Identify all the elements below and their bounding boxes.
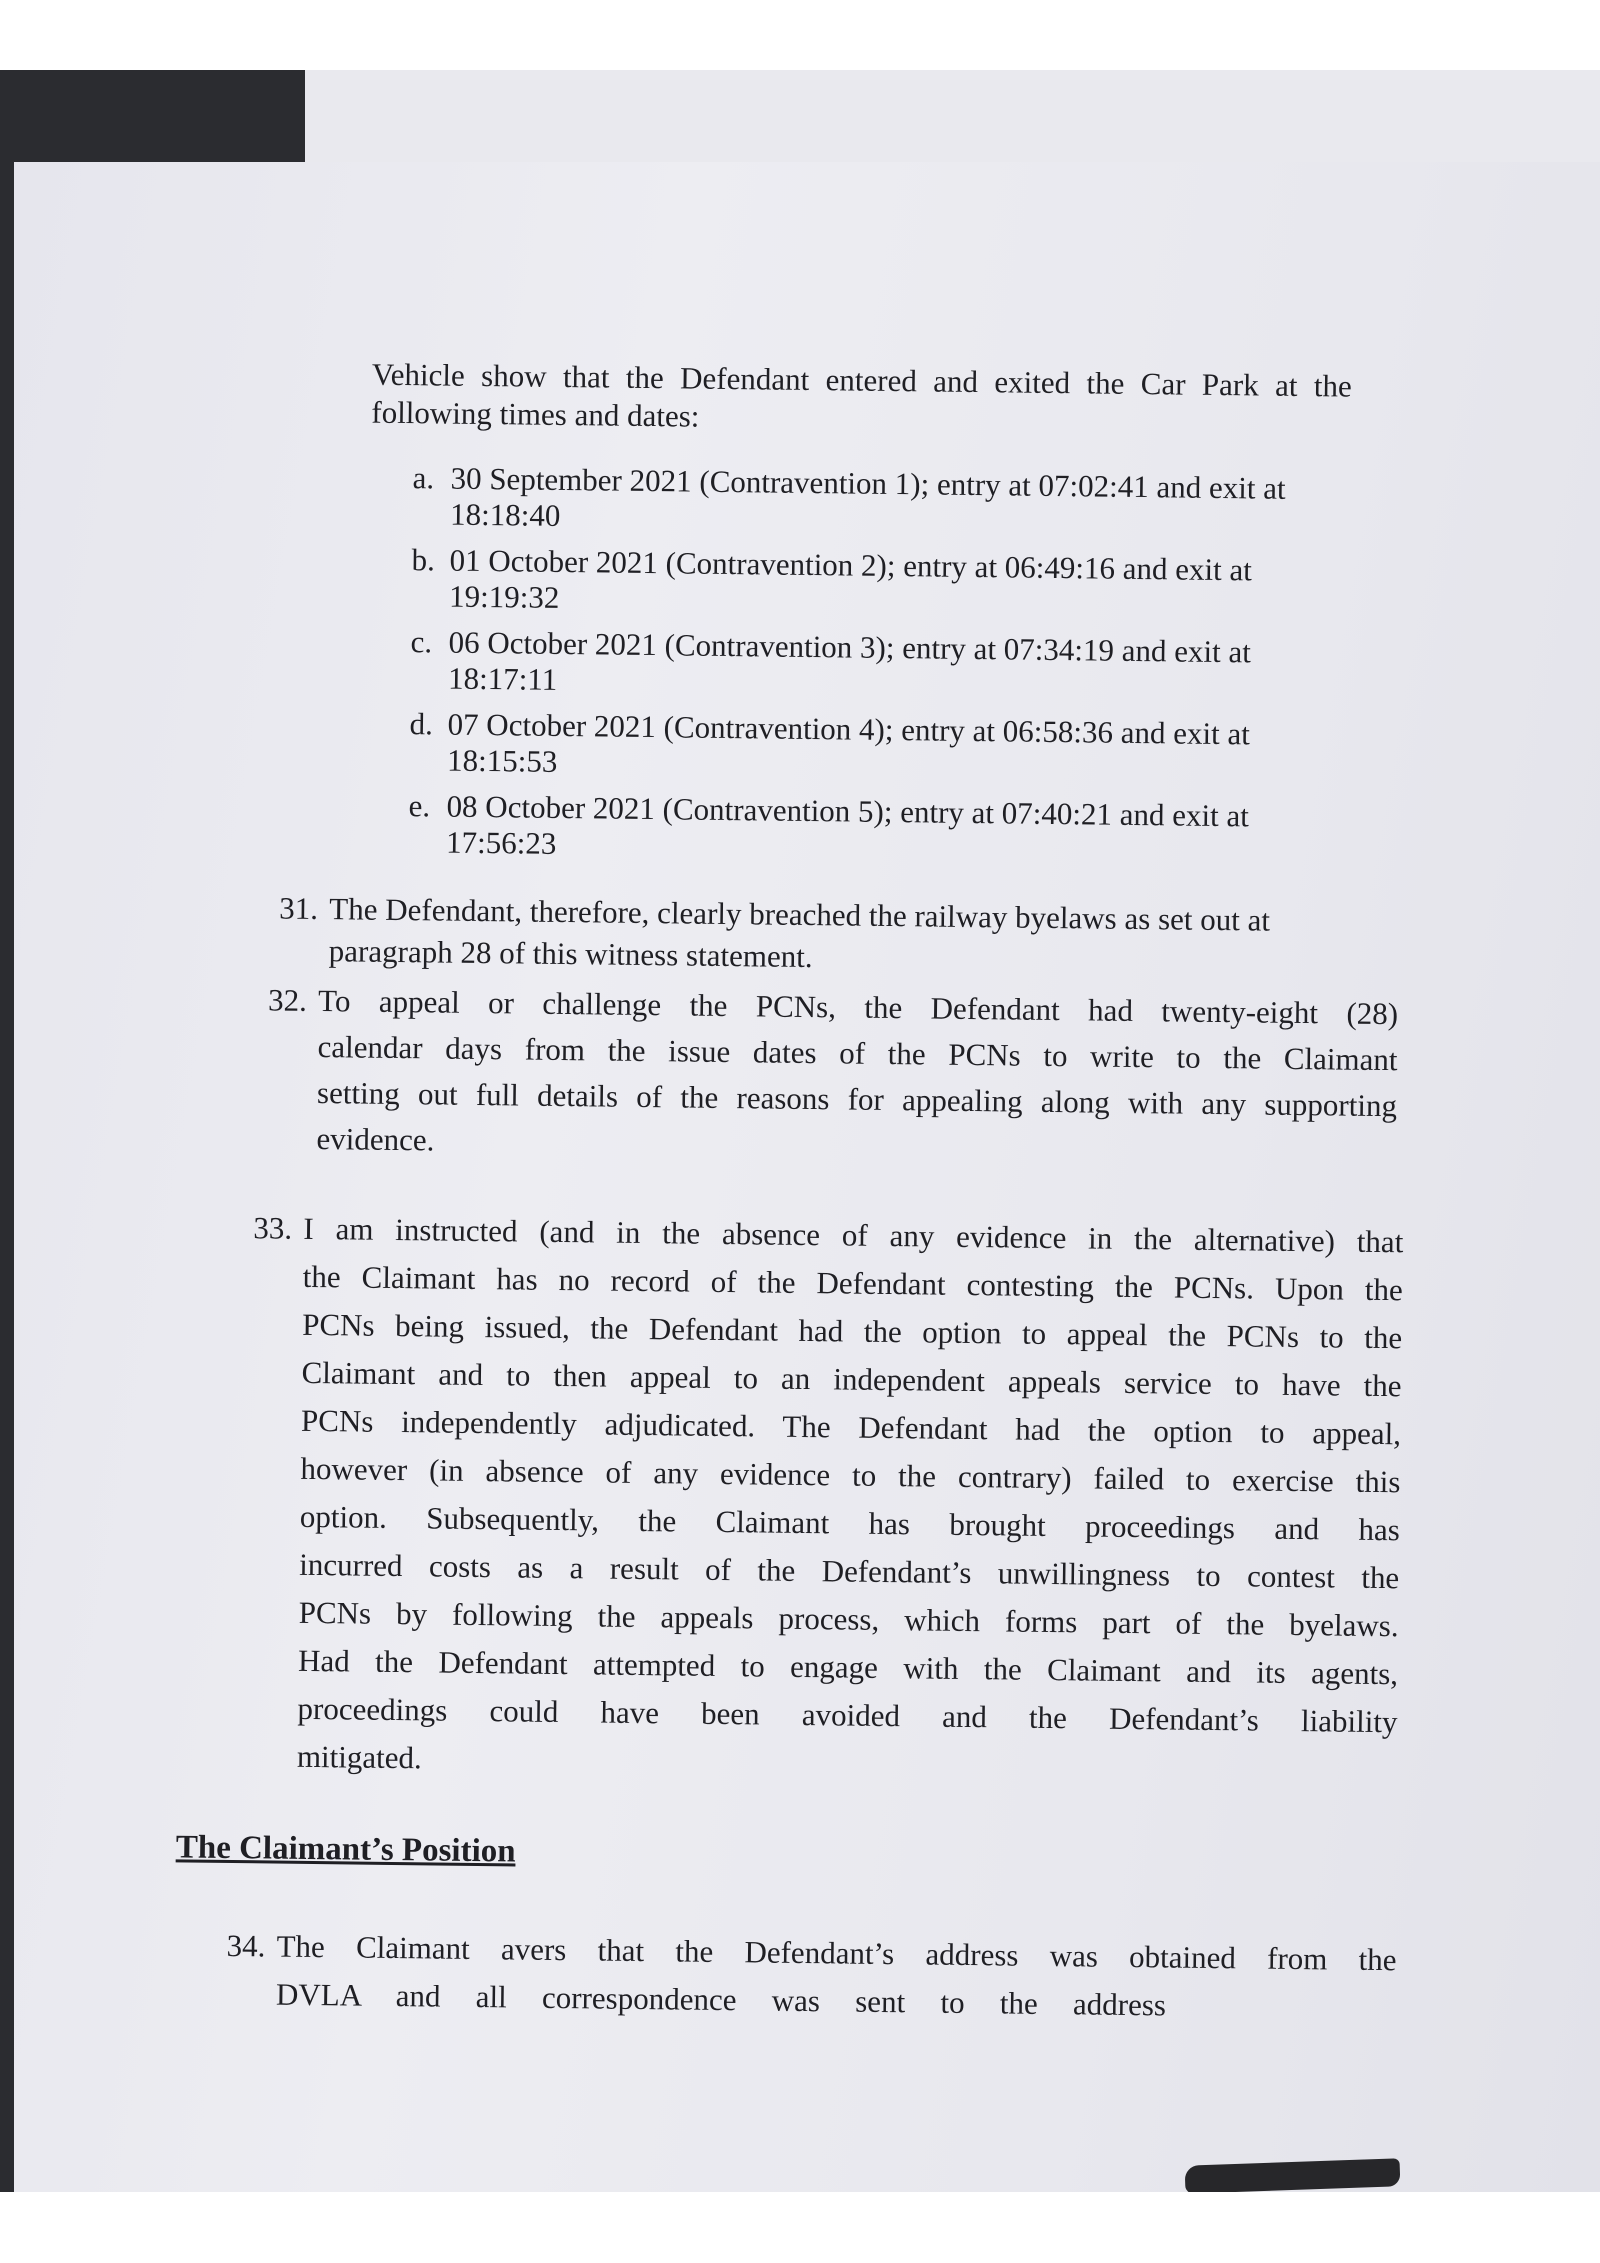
paragraph-line: The Claimant avers that the Defendant’s address was obtained from the [276, 1928, 1397, 1978]
paragraph-line: PCNs independently adjudicated. The Defendant had the option to appeal, [300, 1402, 1402, 1452]
list-item-label: c. [410, 624, 433, 660]
list-item-time: 18:15:53 [446, 742, 558, 779]
paragraph-line: I am instructed (and in the absence of any evidence in the alternative) that [303, 1210, 1404, 1260]
paragraph-line: calendar days from the issue dates of the PCNs to write to the Claimant [317, 1029, 1398, 1078]
paragraph-line: option. Subsequently, the Claimant has brought proceedings and has [299, 1498, 1401, 1548]
list-item-time: 17:56:23 [445, 824, 557, 861]
list-item-text: 06 October 2021 (Contravention 3); entry at 07:34:19 and exit at [448, 624, 1252, 670]
paragraph-line: Had the Defendant attempted to engage with the Claimant and its agents, [297, 1642, 1399, 1692]
intro-line-2: following times and dates: [371, 394, 700, 434]
list-item-time: 19:19:32 [448, 578, 560, 615]
paragraph-line: incurred costs as a result of the Defendant’s unwillingness to contest the [299, 1546, 1400, 1596]
paragraph-line: proceedings could have been avoided and the Defendant’s liability [297, 1690, 1398, 1740]
list-item-text: 30 September 2021 (Contravention 1); entry at 07:02:41 and exit at [450, 460, 1286, 506]
paragraph-line: the Claimant has no record of the Defendant contesting the PCNs. Upon the [302, 1258, 1403, 1308]
paragraph-line: Claimant and to then appeal to an independent appeals service to have the [301, 1354, 1402, 1404]
paragraph-number: 34. [226, 1927, 266, 1964]
list-item-text: 08 October 2021 (Contravention 5); entry at 07:40:21 and exit at [446, 788, 1250, 834]
list-item-label: e. [408, 788, 431, 824]
paragraph-line: The Defendant, therefore, clearly breached the railway byelaws as set out at [329, 891, 1271, 938]
paragraph-line: DVLA and all correspondence was sent to the address [275, 1976, 1167, 2023]
list-item-label: a. [412, 460, 435, 496]
list-item-text: 01 October 2021 (Contravention 2); entry at 06:49:16 and exit at [449, 542, 1253, 588]
list-item-label: b. [411, 542, 436, 578]
paragraph-number: 33. [253, 1210, 293, 1246]
list-item-text: 07 October 2021 (Contravention 4); entry at 06:58:36 and exit at [447, 706, 1251, 752]
document-page [14, 162, 1600, 2192]
paragraph-line: however (in absence of any evidence to the contrary) failed to exercise this [300, 1450, 1401, 1500]
list-item-label: d. [409, 706, 434, 742]
paragraph-number: 32. [267, 982, 308, 1018]
paragraph-line: PCNs by following the appeals process, which forms part of the byelaws. [298, 1594, 1399, 1644]
list-item-time: 18:18:40 [449, 496, 561, 533]
paragraph-line: PCNs being issued, the Defendant had the option to appeal the PCNs to the [302, 1306, 1403, 1356]
list-item-time: 18:17:11 [447, 660, 558, 697]
paragraph-line: setting out full details of the reasons for appealing along with any supporting [316, 1075, 1398, 1124]
paragraph-line: mitigated. [296, 1738, 422, 1776]
paragraph-line: To appeal or challenge the PCNs, the Defendant had twenty-eight (28) [317, 983, 1399, 1032]
intro-line-1: Vehicle show that the Defendant entered and exited the Car Park at the [371, 356, 1352, 404]
document-photo [0, 70, 1600, 2192]
paragraph-line: paragraph 28 of this witness statement. [328, 933, 813, 975]
section-heading: The Claimant’s Position [175, 1829, 516, 1870]
paragraph-line: evidence. [316, 1121, 435, 1158]
paragraph-number: 31. [279, 890, 319, 927]
document-text [2, 152, 1600, 2192]
